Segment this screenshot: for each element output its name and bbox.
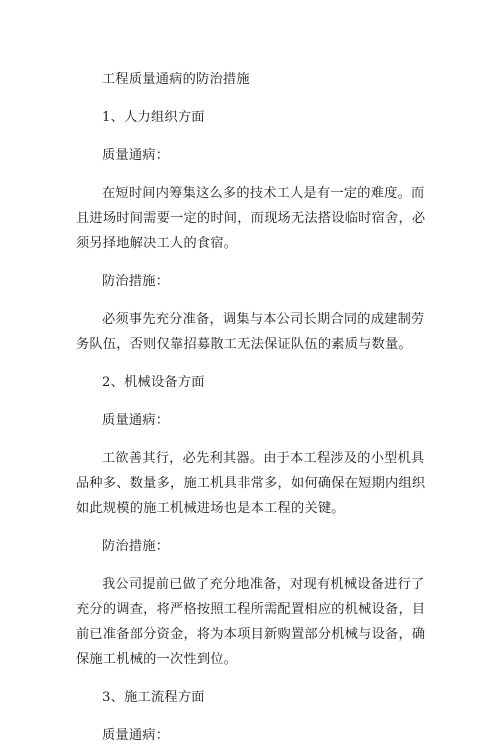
paragraph-text: 工欲善其行，必先利其器。由于本工程涉及的小型机具品种多、数量多，施工机具非常多，如何确保在短期内组织如此规模的施工机械进场也是本工程的关键。 [76,451,426,516]
section-heading-3: 3、施工流程方面 [102,690,205,705]
subheading-quality-issue: 质量通病： [102,413,170,428]
paragraph-text: 必须事先充分准备，调集与本公司长期合同的成建制劳务队伍，否则仅靠招募散工无法保证队伍的素质与数量。 [76,312,425,352]
section-heading-2: 2、机械设备方面 [102,375,205,390]
subheading-quality-issue: 质量通病： [102,728,170,743]
section-heading-1: 1、人力组织方面 [102,110,205,125]
subheading-quality-issue: 质量通病： [102,148,170,163]
paragraph-text: 我公司提前已做了充分地准备，对现有机械设备进行了充分的调查，将严格按照工程所需配置相应的机械设备，目前已准备部分资金，将为本项目新购置部分机械与设备，确保施工机械的一次性到位。 [76,577,426,667]
subheading-prevention: 防治措施： [102,274,170,289]
subheading-prevention: 防治措施： [102,539,170,554]
document-title: 工程质量通病的防治措施 [102,72,250,87]
paragraph-text: 在短时间内筹集这么多的技术工人是有一定的难度。而且进场时间需要一定的时间，而现场无法搭设临时宿舍，必须另择地解决工人的食宿。 [76,186,426,251]
